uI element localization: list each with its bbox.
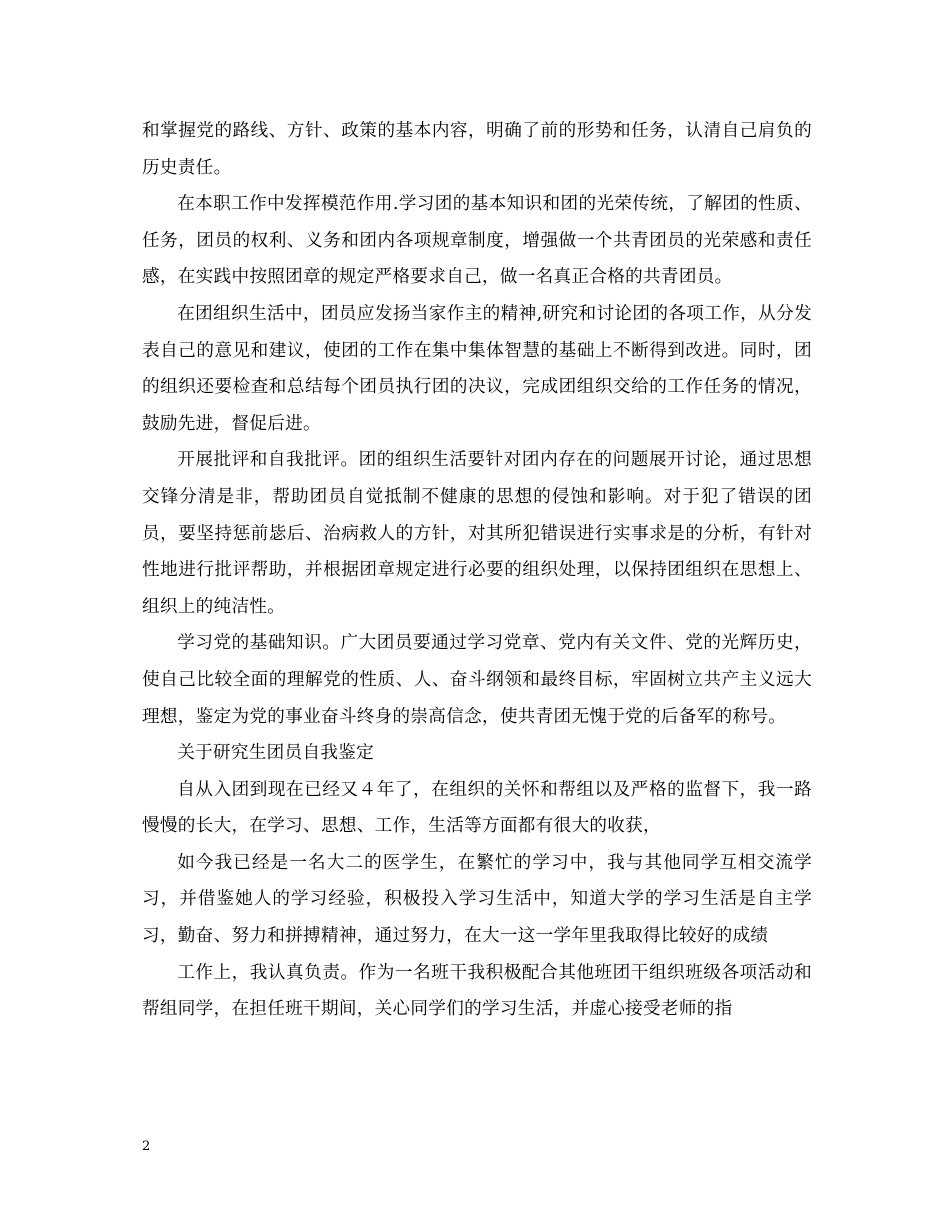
- body-text: [142, 113, 812, 1028]
- page-number: 2: [142, 1139, 151, 1154]
- paragraph: 在本职工作中发挥模范作用.学习团的基本知识和团的光荣传统，了解团的性质、任务，团员的权利、义务和团内各项规章制度，增强做一个共青团员的光荣感和责任感，在实践中按照团章的规定严格要求自己，做一名真正合格的共青团员。: [142, 194, 812, 288]
- section-heading: 关于研究生团员自我鉴定: [177, 743, 375, 764]
- paragraph: 如今我已经是一名大二的医学生，在繁忙的学习中，我与其他同学互相交流学习，并借鉴她人的学习经验，积极投入学习生活中，知道大学的学习生活是自主学习，勤奋、努力和拼搏精神，通过努力，在大一这一学年里我取得比较好的成绩: [142, 852, 812, 947]
- paragraph: 开展批评和自我批评。团的组织生活要针对团内存在的问题展开讨论，通过思想交锋分清是非，帮助团员自觉抵制不健康的思想的侵蚀和影响。对于犯了错误的团员，要坚持惩前毖后、治病救人的方针，对其所犯错误进行实事求是的分析，有针对性地进行批评帮助，并根据团章规定进行必要的组织处理，以保持团组织在思想上、组织上的纯洁性。: [142, 450, 812, 617]
- paragraph: 学习党的基础知识。广大团员要通过学习党章、党内有关文件、党的光辉历史，使自己比较全面的理解党的性质、人、奋斗纲领和最终目标，牢固树立共产主义远大理想，鉴定为党的事业奋斗终身的崇高信念，使共青团无愧于党的后备军的称号。: [142, 633, 812, 727]
- paragraph: 工作上，我认真负责。作为一名班干我积极配合其他班团干组织班级各项活动和帮组同学，在担任班干期间，关心同学们的学习生活，并虚心接受老师的指: [142, 962, 812, 1020]
- paragraph: 和掌握党的路线、方针、政策的基本内容，明确了前的形势和任务，认清自己肩负的历史责任。: [142, 121, 812, 178]
- paragraph: 在团组织生活中，团员应发扬当家作主的精神,研究和讨论团的各项工作，从分发表自己的意见和建议，使团的工作在集中集体智慧的基础上不断得到改进。同时，团的组织还要检查和总结每个团员执行团的决议，完成团组织交给的工作任务的情况，鼓励先进，督促后进。: [142, 303, 812, 434]
- paragraph: 自从入团到现在已经又４年了，在组织的关怀和帮组以及严格的监督下，我一路慢慢的长大，在学习、思想、工作，生活等方面都有很大的收获，: [142, 779, 812, 837]
